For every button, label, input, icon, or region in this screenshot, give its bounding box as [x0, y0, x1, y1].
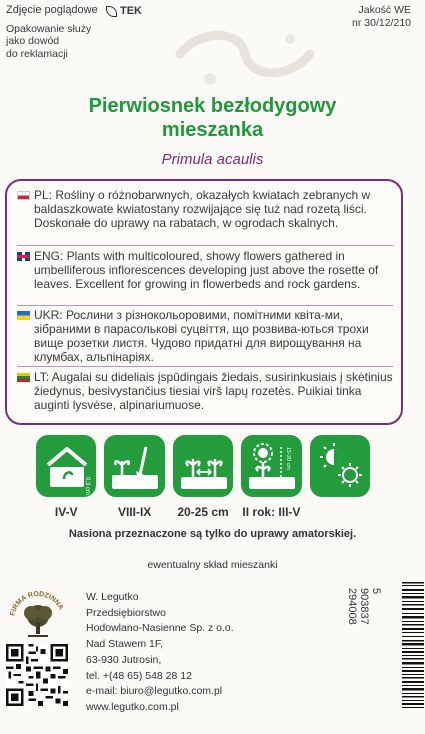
icon-labels	[36, 505, 370, 519]
description-box	[5, 179, 403, 425]
quality-info	[352, 4, 411, 30]
company-city: 63-930 Jutrosin,	[86, 653, 162, 666]
cultivation-icons	[36, 435, 370, 499]
description-text: ENG: Plants with multicoloured, showy flowers gathered in umbelliferous inflorescences developing just above the rosette of leaves. Excellent for growing in flowerbeds and rock gardens.	[34, 249, 379, 291]
company-line: Przedsiębiorstwo	[86, 606, 166, 619]
company-name: W. Legutko	[86, 591, 139, 603]
description-pl	[17, 188, 400, 230]
company-street: Nad Stawem 1F,	[86, 638, 164, 651]
plant-spacing-icon	[173, 435, 233, 497]
description-text: PL: Rośliny o różnobarwnych, okazałych kwiatach zebranych w baldaszkowate kwiatostany rozwijające się tuż nad rozetą liści. Doskonałe do uprawy na rabatach, w ogrodach skalnych.	[34, 188, 371, 230]
qr-code[interactable]	[6, 644, 68, 706]
sowing-time-label: IV-V	[54, 505, 78, 519]
quality-number: nr 30/12/210	[352, 17, 411, 29]
plant-height-label: 15-20 cm	[285, 447, 292, 470]
product-title-line: Pierwiosnek bezłodygowy	[88, 95, 337, 117]
divider	[17, 366, 393, 367]
description-ukr	[17, 308, 400, 364]
barcode-digits: 5 903837 294008	[346, 588, 382, 625]
header-left	[6, 4, 98, 60]
composition-label: ewentualny skład mieszanki	[147, 559, 278, 571]
packaging-note-line: do reklamacji	[6, 47, 68, 60]
flowering-time-icon	[241, 435, 301, 497]
quality-label: Jakość WE	[358, 4, 411, 16]
ukraine-flag-icon	[17, 311, 30, 320]
packaging-note-line: Opakowanie służy	[6, 22, 92, 35]
decorative-swirl-icon	[170, 24, 320, 94]
greenhouse-sowing-icon	[36, 435, 96, 497]
lithuania-flag-icon	[17, 373, 30, 382]
product-title	[0, 94, 425, 142]
description-text: LT: Augalai su dideliais įspūdingais žiedais, susirinkusiais į skėtinius žiedynus, besivystančius tiesiai virš lapų rozetės. Puikiai tinka auginti lysvėse, alpinariumuose.	[34, 370, 393, 412]
sowing-depth-label: 0,3 cm	[84, 477, 90, 496]
barcode	[394, 580, 424, 710]
company-address	[86, 590, 234, 716]
outdoor-planting-icon	[104, 435, 164, 497]
company-website[interactable]: www.legutko.com.pl	[86, 700, 179, 713]
family-company-logo	[6, 586, 70, 640]
poland-flag-icon	[17, 191, 30, 200]
description-text: UKR: Рослини з різнокольоровими, помітними квіта-ми, зібраними в парасолькові суцвіття, що розвива-ються трохи вище розетки листя. Чудово придатні для вирощування на клумбах, альпінаріях.	[34, 308, 369, 364]
brand-text: TEK	[120, 5, 142, 17]
planting-time-label: VIII-IX	[117, 505, 152, 519]
latin-name: Primula acaulis	[161, 151, 264, 168]
flowering-label: II rok: III-V	[242, 505, 301, 519]
packaging-note-line: jako dowód	[6, 35, 60, 47]
packaging-note	[6, 23, 98, 61]
logo-text: FIRMA RODZINNA	[9, 590, 65, 617]
amateur-notice: Nasiona przeznaczone są tylko do uprawy amatorskiej.	[68, 528, 357, 540]
description-lt	[17, 370, 400, 412]
company-email[interactable]: e-mail: biuro@legutko.com.pl	[86, 685, 223, 698]
product-title-line: mieszanka	[161, 119, 264, 141]
description-eng	[17, 249, 400, 291]
company-phone[interactable]: tel. +(48 65) 548 28 12	[86, 669, 192, 682]
divider	[17, 245, 393, 246]
brand-logo	[106, 5, 142, 17]
sun-position-icon	[310, 435, 370, 497]
company-line: Hodowlano-Nasienne Sp. z o.o.	[86, 622, 234, 635]
sun-label	[310, 505, 370, 519]
divider	[17, 305, 393, 306]
preview-label: Zdjęcie poglądowe	[6, 4, 98, 16]
leaf-icon	[106, 6, 117, 17]
spacing-label: 20-25 cm	[177, 505, 229, 519]
uk-flag-icon	[17, 252, 30, 261]
